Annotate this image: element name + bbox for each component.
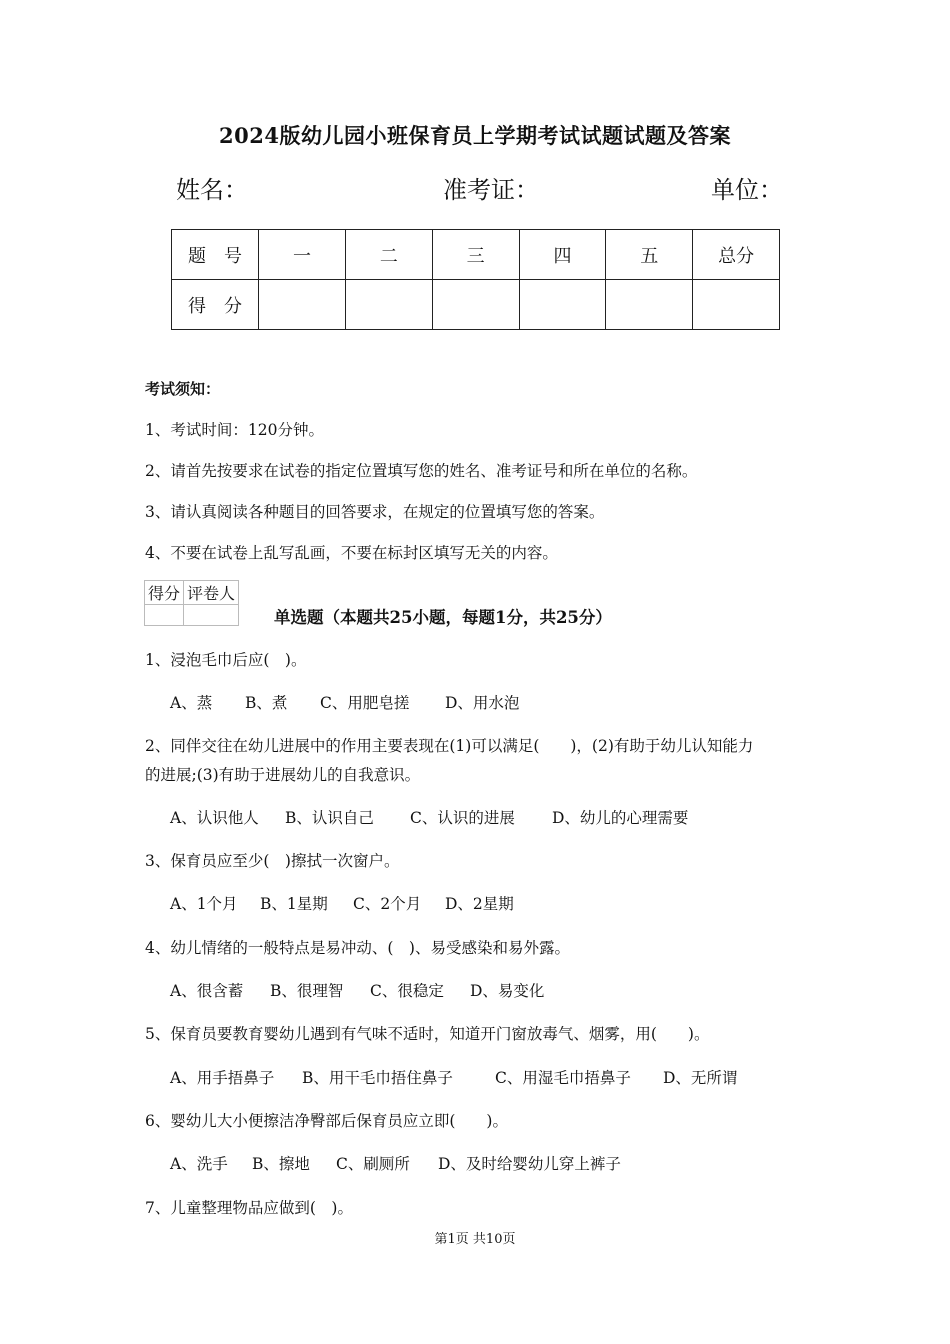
option[interactable]: D、及时给婴幼儿穿上裤子 <box>438 1155 621 1173</box>
score-header-cell: 二 <box>345 230 432 280</box>
notice-item: 4、不要在试卷上乱写乱画，不要在标封区填写无关的内容。 <box>145 544 558 562</box>
option[interactable]: C、很稳定 <box>370 982 444 1000</box>
notice-item: 1、考试时间：120分钟。 <box>145 421 324 439</box>
option[interactable]: A、1个月 <box>170 895 238 913</box>
option[interactable]: A、认识他人 <box>170 809 259 827</box>
score-cell[interactable] <box>606 280 693 330</box>
page-title: 2024版幼儿园小班保育员上学期考试试题试题及答案 <box>219 123 731 148</box>
option[interactable]: B、1星期 <box>260 895 328 913</box>
option[interactable]: A、用手捂鼻子 <box>170 1069 275 1087</box>
option[interactable]: B、用干毛巾捂住鼻子 <box>302 1069 453 1087</box>
score-cell[interactable] <box>432 280 519 330</box>
notice-item: 3、请认真阅读各种题目的回答要求，在规定的位置填写您的答案。 <box>145 503 605 521</box>
option[interactable]: B、擦地 <box>252 1155 310 1173</box>
question-text: 5、保育员要教育婴幼儿遇到有气味不适时，知道开门窗放毒气、烟雾，用( )。 <box>145 1025 710 1043</box>
option[interactable]: B、煮 <box>245 694 288 712</box>
question-options <box>170 806 688 828</box>
question-text: 4、幼儿情绪的一般特点是易冲动、( )、易受感染和易外露。 <box>145 939 570 957</box>
score-table-score-row <box>172 280 780 330</box>
unit-label: 单位： <box>711 176 783 204</box>
notice-heading: 考试须知： <box>145 380 221 398</box>
score-cell[interactable] <box>259 280 346 330</box>
score-cell[interactable] <box>519 280 606 330</box>
score-cell[interactable] <box>345 280 432 330</box>
question-options <box>170 892 514 914</box>
option[interactable]: D、无所谓 <box>663 1069 738 1087</box>
grader-name-label: 评卷人 <box>184 581 239 605</box>
option[interactable]: C、用湿毛巾捂鼻子 <box>495 1069 631 1087</box>
score-row-label: 得 分 <box>172 280 259 330</box>
score-header-cell: 总分 <box>693 230 780 280</box>
question-options <box>170 1066 737 1088</box>
score-header-cell: 一 <box>259 230 346 280</box>
score-header-cell: 四 <box>519 230 606 280</box>
question-options <box>170 691 519 713</box>
score-header-cell: 三 <box>432 230 519 280</box>
question-text: 3、保育员应至少( )擦拭一次窗户。 <box>145 852 400 870</box>
score-table-header-row <box>172 230 780 280</box>
question-options <box>170 1152 621 1174</box>
question-text-cont: 的进展;(3)有助于进展幼儿的自我意识。 <box>145 766 421 784</box>
option[interactable]: D、2星期 <box>445 895 514 913</box>
option[interactable]: A、蒸 <box>170 694 213 712</box>
option[interactable]: A、很含蓄 <box>170 982 244 1000</box>
grader-table <box>144 580 239 626</box>
score-table <box>171 229 780 330</box>
question-text: 7、儿童整理物品应做到( )。 <box>145 1199 353 1217</box>
exam-id-label: 准考证： <box>443 176 539 204</box>
question-text: 6、婴幼儿大小便擦洁净臀部后保育员应立即( )。 <box>145 1112 508 1130</box>
question-text: 2、同伴交往在幼儿进展中的作用主要表现在(1)可以满足( )，(2)有助于幼儿认知能力 <box>145 737 754 755</box>
name-label: 姓名： <box>176 176 248 204</box>
option[interactable]: C、认识的进展 <box>410 809 515 827</box>
option[interactable]: C、用肥皂搓 <box>320 694 410 712</box>
score-cell[interactable] <box>693 280 780 330</box>
option[interactable]: C、刷厕所 <box>336 1155 410 1173</box>
grader-score-label: 得分 <box>145 581 184 605</box>
question-options <box>170 979 544 1001</box>
option[interactable]: A、洗手 <box>170 1155 228 1173</box>
score-header-cell: 五 <box>606 230 693 280</box>
option[interactable]: C、2个月 <box>353 895 422 913</box>
option[interactable]: B、很理智 <box>270 982 344 1000</box>
grader-score-cell[interactable] <box>145 605 184 626</box>
option[interactable]: D、易变化 <box>470 982 545 1000</box>
notice-item: 2、请首先按要求在试卷的指定位置填写您的姓名、准考证号和所在单位的名称。 <box>145 462 698 480</box>
option[interactable]: D、幼儿的心理需要 <box>552 809 689 827</box>
option[interactable]: D、用水泡 <box>445 694 520 712</box>
score-header-cell: 题 号 <box>172 230 259 280</box>
section-title: 单选题（本题共25小题，每题1分，共25分） <box>274 608 612 627</box>
question-text: 1、浸泡毛巾后应( )。 <box>145 651 307 669</box>
grader-name-cell[interactable] <box>184 605 239 626</box>
option[interactable]: B、认识自己 <box>285 809 374 827</box>
page-footer: 第1页 共10页 <box>434 1232 516 1247</box>
